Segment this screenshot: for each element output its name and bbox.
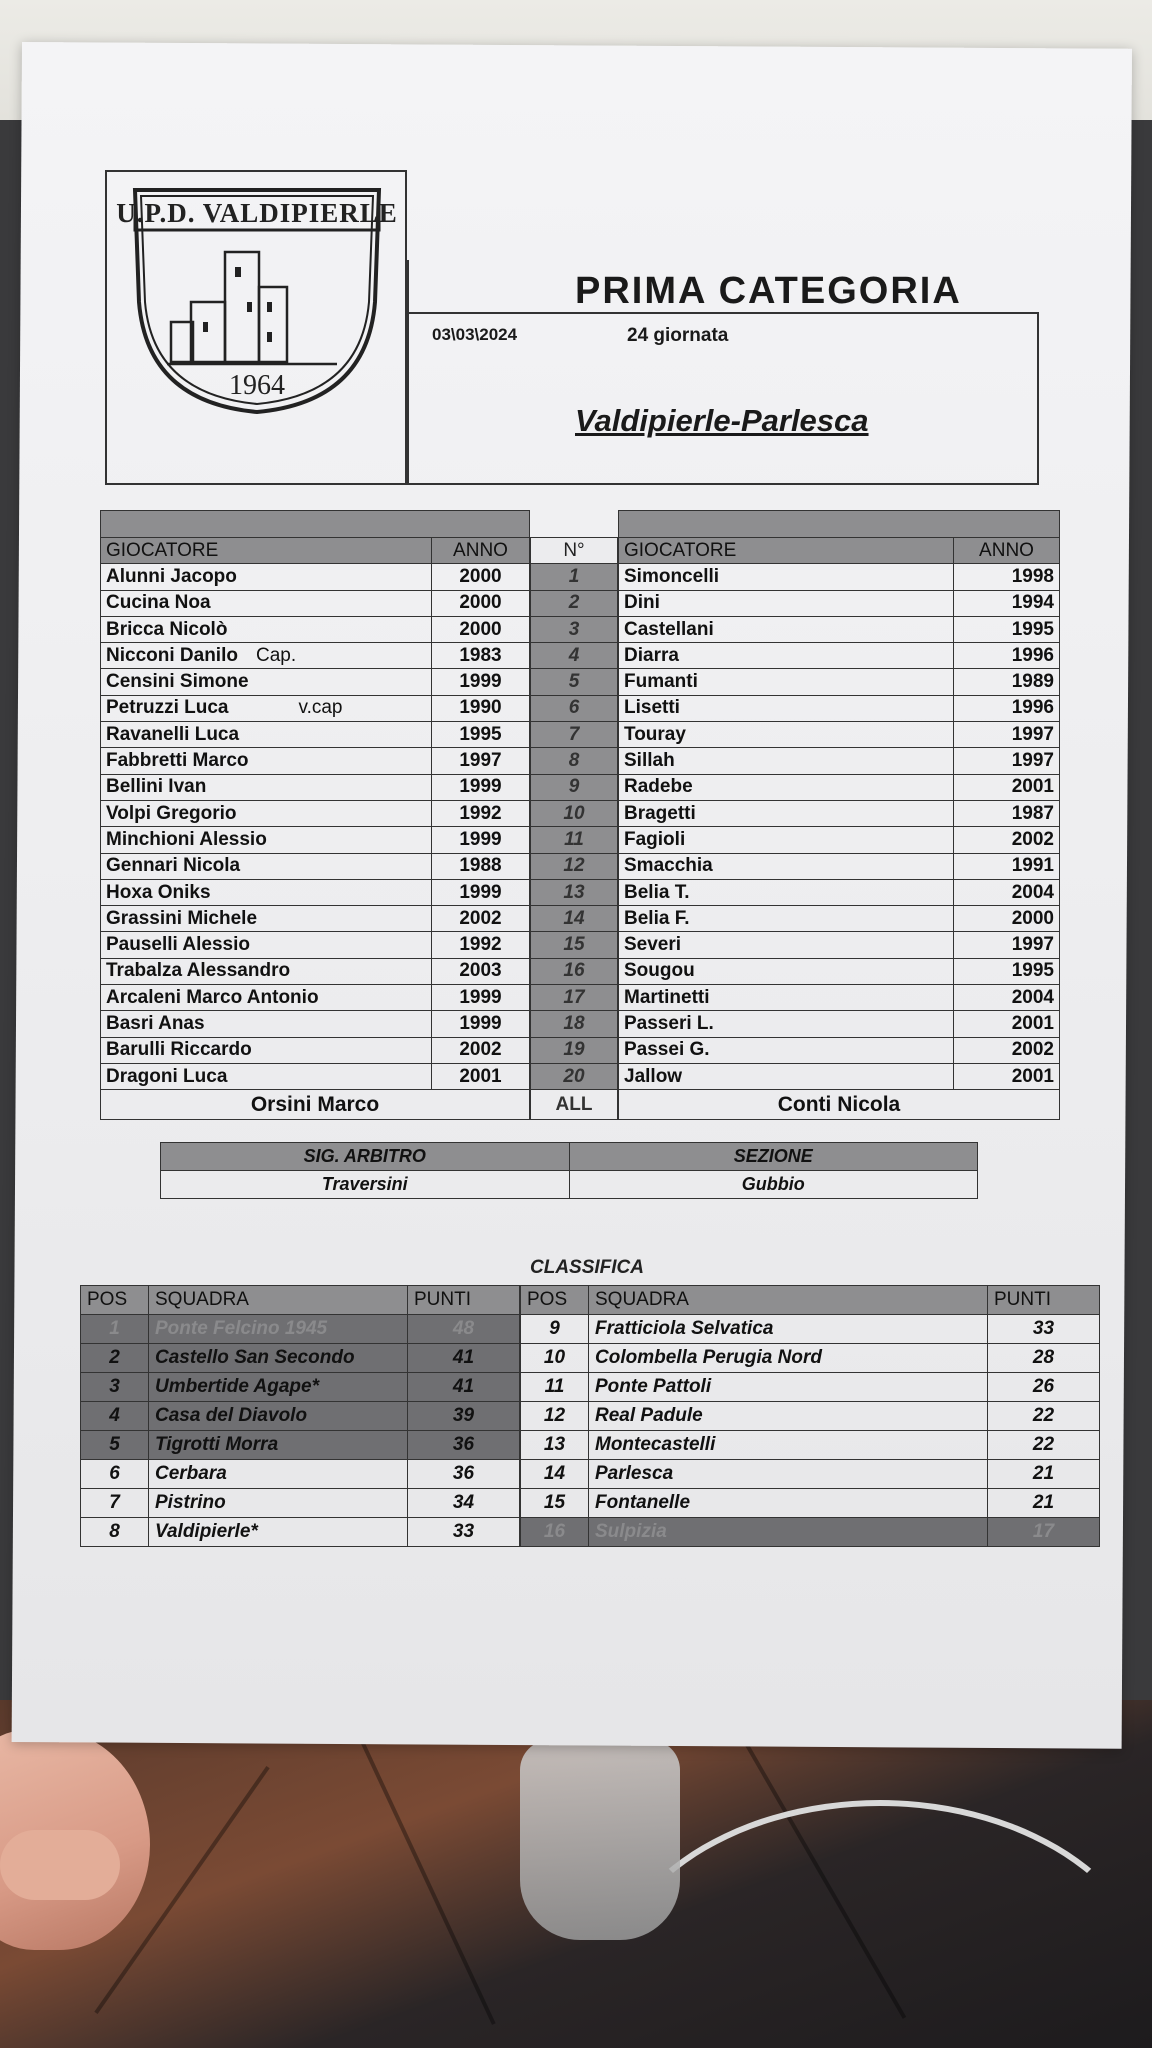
table-row [521,1518,1100,1547]
player-year: 1994 [954,590,1060,616]
player-name-cell [101,958,432,984]
team-points: 17 [988,1518,1100,1547]
player-name-cell [101,722,432,748]
table-row [531,722,618,748]
table-row [101,748,530,774]
team-points: 28 [988,1344,1100,1373]
player-name: Passeri L. [619,1011,954,1037]
team-points: 41 [408,1344,520,1373]
player-year: 2002 [954,827,1060,853]
crest-year: 1964 [229,370,285,401]
match-round: 24 giornata [627,325,729,346]
table-row [531,932,618,958]
player-year: 1998 [954,564,1060,590]
player-year: 1992 [432,800,530,826]
player-name-cell [101,774,432,800]
player-name: Fagioli [619,827,954,853]
player-name: Alunni Jacopo [106,565,237,587]
referee-name: Traversini [161,1171,570,1199]
table-row [531,985,618,1011]
player-name: Fumanti [619,669,954,695]
shirt-number: 14 [531,906,618,932]
team-name: Montecastelli [589,1431,988,1460]
shoe [520,1740,680,1940]
shirt-number: 6 [531,695,618,721]
team-name: Fratticiola Selvatica [589,1315,988,1344]
away-coach: Conti Nicola [619,1090,1060,1120]
shirt-number: 1 [531,564,618,590]
col-player-header: GIOCATORE [619,538,954,564]
player-name-cell [101,1011,432,1037]
team-position: 13 [521,1431,589,1460]
player-year: 1987 [954,800,1060,826]
title-border-bottom [407,483,1039,485]
player-name: Smacchia [619,853,954,879]
player-name: Castellani [619,616,954,642]
player-year: 1999 [432,774,530,800]
table-row [531,879,618,905]
table-row [101,932,530,958]
player-year: 1992 [432,932,530,958]
table-row [81,1489,520,1518]
col-player-header: GIOCATORE [101,538,432,564]
table-row [619,853,1060,879]
player-year: 1999 [432,669,530,695]
table-row [101,827,530,853]
player-year: 2001 [954,1063,1060,1089]
team-name: Casa del Diavolo [149,1402,408,1431]
player-year: 2004 [954,985,1060,1011]
player-name: Lisetti [619,695,954,721]
player-name-cell [101,616,432,642]
player-name: Bragetti [619,800,954,826]
player-name: Bellini Ivan [106,776,207,798]
logo-frame [105,170,407,485]
player-name: Petruzzi Luca [106,697,229,719]
team-position: 9 [521,1315,589,1344]
table-row [531,906,618,932]
player-year: 1997 [954,748,1060,774]
player-name-cell [101,853,432,879]
shirt-number: 7 [531,722,618,748]
shirt-number: 3 [531,616,618,642]
player-name: Censini Simone [106,671,249,693]
coach-row [619,1090,1060,1120]
coach-row [531,1090,618,1120]
table-row [619,695,1060,721]
table-row [101,616,530,642]
team-points: 48 [408,1315,520,1344]
team-position: 1 [81,1315,149,1344]
team-position: 14 [521,1460,589,1489]
player-name: Barulli Riccardo [106,1039,252,1061]
table-row [619,1011,1060,1037]
player-year: 1991 [954,853,1060,879]
table-row [101,958,530,984]
table-header-row [531,538,618,564]
table-row [531,827,618,853]
team-points: 22 [988,1402,1100,1431]
team-position: 6 [81,1460,149,1489]
player-year: 1995 [432,722,530,748]
table-row [619,774,1060,800]
table-row [521,1460,1100,1489]
player-name-cell [101,1063,432,1089]
table-row [619,669,1060,695]
player-year: 1988 [432,853,530,879]
team-points: 39 [408,1402,520,1431]
table-row [619,1063,1060,1089]
player-name: Pauselli Alessio [106,934,250,956]
player-name: Trabalza Alessandro [106,960,291,982]
player-name: Severi [619,932,954,958]
table-row [101,1037,530,1063]
player-name: Martinetti [619,985,954,1011]
table-row [619,906,1060,932]
table-row [101,879,530,905]
shirt-number: 9 [531,774,618,800]
player-year: 2000 [432,564,530,590]
col-referee-header: SIG. ARBITRO [161,1143,570,1171]
standings-table-left [80,1285,520,1547]
table-row [101,695,530,721]
team-position: 4 [81,1402,149,1431]
player-name: Grassini Michele [106,907,258,929]
table-row [81,1431,520,1460]
team-position: 5 [81,1431,149,1460]
table-row [81,1315,520,1344]
player-name-cell [101,800,432,826]
table-row [101,853,530,879]
player-name: Sougou [619,958,954,984]
table-row [531,695,618,721]
player-name: Basri Anas [106,1012,205,1034]
team-name: Tigrotti Morra [149,1431,408,1460]
team-position: 12 [521,1402,589,1431]
player-name: Volpi Gregorio [106,802,237,824]
table-header-row [101,538,530,564]
player-name-cell [101,1037,432,1063]
player-name: Diarra [619,643,954,669]
table-row [619,1037,1060,1063]
shirt-number: 19 [531,1037,618,1063]
header [105,170,1065,485]
player-name: Minchioni Alessio [106,828,267,850]
finger [0,1830,120,1900]
table-header-row [619,538,1060,564]
table-row [101,906,530,932]
table-row [531,1011,618,1037]
team-name: Parlesca [589,1460,988,1489]
table-header-row [161,1143,978,1171]
player-name-cell [101,564,432,590]
team-name: Ponte Pattoli [589,1373,988,1402]
col-pos-header: POS [521,1286,589,1315]
player-year: 2002 [432,1037,530,1063]
team-name: Cerbara [149,1460,408,1489]
table-row [531,669,618,695]
team-points: 34 [408,1489,520,1518]
player-name-cell [101,695,432,721]
crest-name: U.P.D. VALDIPIERLE [116,198,398,228]
shirt-number: 10 [531,800,618,826]
table-row [521,1344,1100,1373]
shirt-number: 8 [531,748,618,774]
shirt-number: 17 [531,985,618,1011]
shirt-number: 15 [531,932,618,958]
team-points: 41 [408,1373,520,1402]
table-row [619,958,1060,984]
player-role-note: Cap. [255,644,297,666]
table-row [619,616,1060,642]
away-roster-table [618,510,1060,1120]
title-border-right [1037,312,1039,485]
player-year: 1997 [954,932,1060,958]
shirt-number: 18 [531,1011,618,1037]
player-name-cell [101,669,432,695]
shirt-number: 20 [531,1063,618,1089]
player-name: Ravanelli Luca [106,723,240,745]
team-name: Valdipierle* [149,1518,408,1547]
table-row [619,590,1060,616]
table-row [101,590,530,616]
player-name-cell [101,827,432,853]
player-year: 1999 [432,827,530,853]
player-year: 1997 [954,722,1060,748]
player-year: 1990 [432,695,530,721]
table-row [521,1489,1100,1518]
team-position: 2 [81,1344,149,1373]
team-position: 15 [521,1489,589,1518]
player-name-cell [101,748,432,774]
table-row [619,643,1060,669]
team-name: Pistrino [149,1489,408,1518]
table-row [619,827,1060,853]
player-year: 1999 [432,985,530,1011]
table-row [619,722,1060,748]
player-name: Arcaleni Marco Antonio [106,986,319,1008]
table-row [531,1063,618,1089]
player-name: Hoxa Oniks [106,881,211,903]
table-row [521,1431,1100,1460]
table-header-row [521,1286,1100,1315]
shirt-number: 16 [531,958,618,984]
player-year: 2000 [432,590,530,616]
team-position: 10 [521,1344,589,1373]
team-name: Fontanelle [589,1489,988,1518]
coach-row [101,1090,530,1120]
referee-section: Gubbio [569,1171,978,1199]
shirt-number: 12 [531,853,618,879]
table-row [531,564,618,590]
table-row [101,722,530,748]
table-row [81,1373,520,1402]
table-row [531,643,618,669]
player-name: Dini [619,590,954,616]
competition-title: PRIMA CATEGORIA [575,270,962,312]
col-team-header: SQUADRA [149,1286,408,1315]
table-row [531,800,618,826]
player-year: 2002 [954,1037,1060,1063]
team-position: 16 [521,1518,589,1547]
player-year: 1999 [432,879,530,905]
col-pos-header: POS [81,1286,149,1315]
team-position: 8 [81,1518,149,1547]
player-year: 2001 [954,1011,1060,1037]
team-points: 36 [408,1460,520,1489]
player-name: Belia T. [619,879,954,905]
team-name: Ponte Felcino 1945 [149,1315,408,1344]
table-row [81,1402,520,1431]
table-row [531,1037,618,1063]
player-year: 1995 [954,616,1060,642]
shirt-number: 13 [531,879,618,905]
team-position: 3 [81,1373,149,1402]
team-position: 7 [81,1489,149,1518]
table-row [619,932,1060,958]
team-points: 36 [408,1431,520,1460]
table-row [619,564,1060,590]
player-name: Jallow [619,1063,954,1089]
table-row [81,1344,520,1373]
shirt-number: 11 [531,827,618,853]
player-year: 1989 [954,669,1060,695]
player-name-cell [101,643,432,669]
home-coach: Orsini Marco [101,1090,530,1120]
player-name: Passei G. [619,1037,954,1063]
table-row [521,1373,1100,1402]
match-title: Valdipierle-Parlesca [575,403,869,438]
player-year: 1996 [954,643,1060,669]
table-row [161,1171,978,1199]
table-row [101,774,530,800]
player-name: Nicconi Danilo [106,644,238,666]
player-year: 1983 [432,643,530,669]
player-role-note: v.cap [298,697,343,719]
table-row [619,748,1060,774]
player-name: Touray [619,722,954,748]
shirt-number: 4 [531,643,618,669]
col-points-header: PUNTI [988,1286,1100,1315]
player-name: Cucina Noa [106,592,211,614]
team-points: 22 [988,1431,1100,1460]
team-name: Sulpizia [589,1518,988,1547]
table-row [101,1063,530,1089]
player-name: Belia F. [619,906,954,932]
table-row [101,1011,530,1037]
table-row [531,748,618,774]
team-name: Real Padule [589,1402,988,1431]
table-row [81,1460,520,1489]
player-name: Simoncelli [619,564,954,590]
player-name-cell [101,985,432,1011]
standings-table-right [520,1285,1100,1547]
table-header-row [81,1286,520,1315]
table-row [101,800,530,826]
player-name: Dragoni Luca [106,1065,228,1087]
shirt-number: 2 [531,590,618,616]
col-year-header: ANNO [954,538,1060,564]
table-row [531,590,618,616]
col-year-header: ANNO [432,538,530,564]
player-name: Radebe [619,774,954,800]
player-name: Sillah [619,748,954,774]
match-date: 03\03\2024 [432,325,518,344]
shirt-number-column [530,537,618,1120]
player-name-cell [101,932,432,958]
player-year: 2000 [954,906,1060,932]
team-name: Castello San Secondo [149,1344,408,1373]
team-position: 11 [521,1373,589,1402]
player-name: Bricca Nicolò [106,618,228,640]
coach-label: ALL [531,1090,618,1120]
table-row [101,564,530,590]
player-year: 1995 [954,958,1060,984]
team-points: 21 [988,1489,1100,1518]
club-crest-logo [107,172,407,485]
player-year: 1999 [432,1011,530,1037]
col-points-header: PUNTI [408,1286,520,1315]
player-name: Gennari Nicola [106,855,241,877]
table-row [101,643,530,669]
team-name: Umbertide Agape* [149,1373,408,1402]
referee-table [160,1142,978,1199]
standings-title: CLASSIFICA [530,1257,644,1278]
player-name: Fabbretti Marco [106,750,249,772]
player-year: 2000 [432,616,530,642]
table-header-band [619,511,1060,538]
player-name-cell [101,906,432,932]
player-year: 2001 [432,1063,530,1089]
table-row [101,985,530,1011]
col-section-header: SEZIONE [569,1143,978,1171]
player-year: 2002 [432,906,530,932]
team-points: 21 [988,1460,1100,1489]
table-row [531,616,618,642]
col-number-header: N° [531,538,618,564]
player-year: 2003 [432,958,530,984]
table-row [81,1518,520,1547]
player-year: 1997 [432,748,530,774]
player-year: 2004 [954,879,1060,905]
team-points: 33 [408,1518,520,1547]
table-row [521,1402,1100,1431]
table-row [531,774,618,800]
home-roster-table [100,510,530,1120]
player-year: 2001 [954,774,1060,800]
player-name-cell [101,879,432,905]
player-year: 1996 [954,695,1060,721]
col-team-header: SQUADRA [589,1286,988,1315]
table-row [619,800,1060,826]
team-points: 33 [988,1315,1100,1344]
table-row [521,1315,1100,1344]
table-row [619,985,1060,1011]
team-points: 26 [988,1373,1100,1402]
team-name: Colombella Perugia Nord [589,1344,988,1373]
player-name-cell [101,590,432,616]
table-row [101,669,530,695]
table-row [619,879,1060,905]
table-row [531,958,618,984]
table-row [531,853,618,879]
table-header-band [101,511,530,538]
shirt-number: 5 [531,669,618,695]
